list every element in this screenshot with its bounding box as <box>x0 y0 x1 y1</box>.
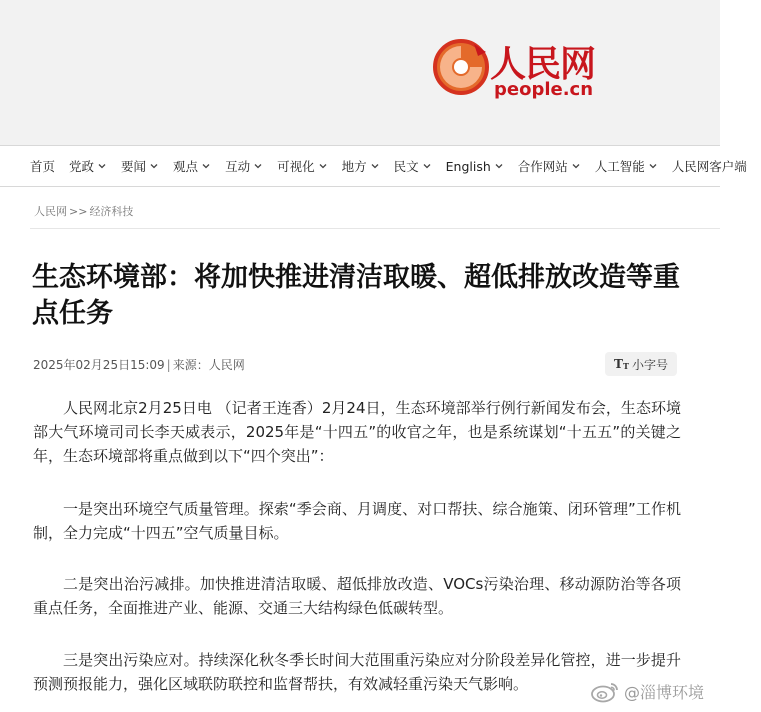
nav-item-label: 民文 <box>393 159 419 174</box>
people-logo-icon <box>432 38 490 96</box>
nav-item-label: 首页 <box>30 159 56 174</box>
weibo-icon <box>590 681 620 703</box>
article-title: 生态环境部：将加快推进清洁取暖、超低排放改造等重点任务 <box>32 262 680 329</box>
article-meta <box>33 356 245 373</box>
logo-text-en: people.cn <box>494 79 594 100</box>
nav-item-9[interactable] <box>518 157 581 175</box>
nav-item-7[interactable] <box>394 157 432 175</box>
nav-item-1[interactable] <box>69 157 107 175</box>
chevron-down-icon <box>318 161 328 171</box>
article-paragraph-3: 二是突出治污减排。加快推进清洁取暖、超低排放改造、VOCs污染治理、移动源防治等各项重点任务，全面推进产业、能源、交通三大结构绿色低碳转型。 <box>33 575 681 617</box>
nav-item-3[interactable] <box>173 157 211 175</box>
breadcrumb-home-link[interactable]: 人民网 <box>34 205 67 218</box>
breadcrumb <box>34 203 133 219</box>
nav-item-4[interactable] <box>225 157 263 175</box>
masthead <box>0 0 720 145</box>
meta-separator: | <box>166 358 171 372</box>
nav-item-label: 地方 <box>341 159 367 174</box>
font-size-toggle-button[interactable] <box>605 352 677 376</box>
nav-item-label: 互动 <box>225 159 251 174</box>
watermark-text: @淄博环境 <box>624 683 705 702</box>
divider <box>30 228 720 229</box>
nav-items <box>30 146 761 186</box>
chevron-down-icon <box>494 161 504 171</box>
nav-item-10[interactable] <box>595 157 658 175</box>
weibo-watermark <box>590 680 704 703</box>
nav-item-11[interactable] <box>672 157 747 175</box>
nav-item-5[interactable] <box>277 157 328 175</box>
logo-text-cn: 人民网 <box>490 43 596 85</box>
nav-item-2[interactable] <box>121 157 159 175</box>
chevron-down-icon <box>97 161 107 171</box>
chevron-down-icon <box>571 161 581 171</box>
nav-item-label: 合作网站 <box>517 159 568 174</box>
chevron-down-icon <box>370 161 380 171</box>
chevron-down-icon <box>253 161 263 171</box>
nav-item-0[interactable] <box>30 157 55 175</box>
chevron-down-icon <box>149 161 159 171</box>
chevron-down-icon <box>422 161 432 171</box>
breadcrumb-separator: >> <box>69 205 88 218</box>
nav-item-label: 党政 <box>69 159 95 174</box>
chevron-down-icon <box>201 161 211 171</box>
chevron-down-icon <box>648 161 658 171</box>
article-source: 来源：人民网 <box>172 358 245 372</box>
nav-item-label: 要闻 <box>121 159 147 174</box>
site-logo[interactable] <box>432 36 602 106</box>
breadcrumb-section-link[interactable]: 经济科技 <box>89 205 134 218</box>
nav-item-label: English <box>445 158 491 174</box>
article-paragraph-1: 人民网北京2月25日电 （记者王连香）2月24日，生态环境部举行例行新闻发布会，生态环境部大气环境司司长李天威表示，2025年是“十四五”的收官之年，也是系统谋划“十五五”的关键之年，生态环境部将重点做到以下“四个突出”： <box>33 399 681 465</box>
nav-item-8[interactable] <box>446 159 504 174</box>
article-paragraph-2: 一是突出环境空气质量管理。探索“季会商、月调度、对口帮扶、综合施策、闭环管理”工作机制，全力完成“十四五”空气质量目标。 <box>33 500 681 542</box>
text-size-icon: $T_T$ <box>614 357 629 371</box>
nav-item-label: 可视化 <box>277 159 315 174</box>
article-date: 2025年02月25日15:09 <box>33 358 165 372</box>
article-paragraph-4: 三是突出污染应对。持续深化秋冬季长时间大范围重污染应对分阶段差异化管控，进一步提升预测预报能力，强化区域联防联控和监督帮扶，有效减轻重污染天气影响。 <box>33 651 681 693</box>
nav-item-6[interactable] <box>342 157 380 175</box>
nav-item-label: 人工智能 <box>594 159 645 174</box>
main-nav <box>0 145 747 187</box>
nav-item-label: 人民网客户端 <box>671 159 747 174</box>
nav-item-label: 观点 <box>173 159 199 174</box>
font-size-toggle-label: 小字号 <box>631 357 668 372</box>
